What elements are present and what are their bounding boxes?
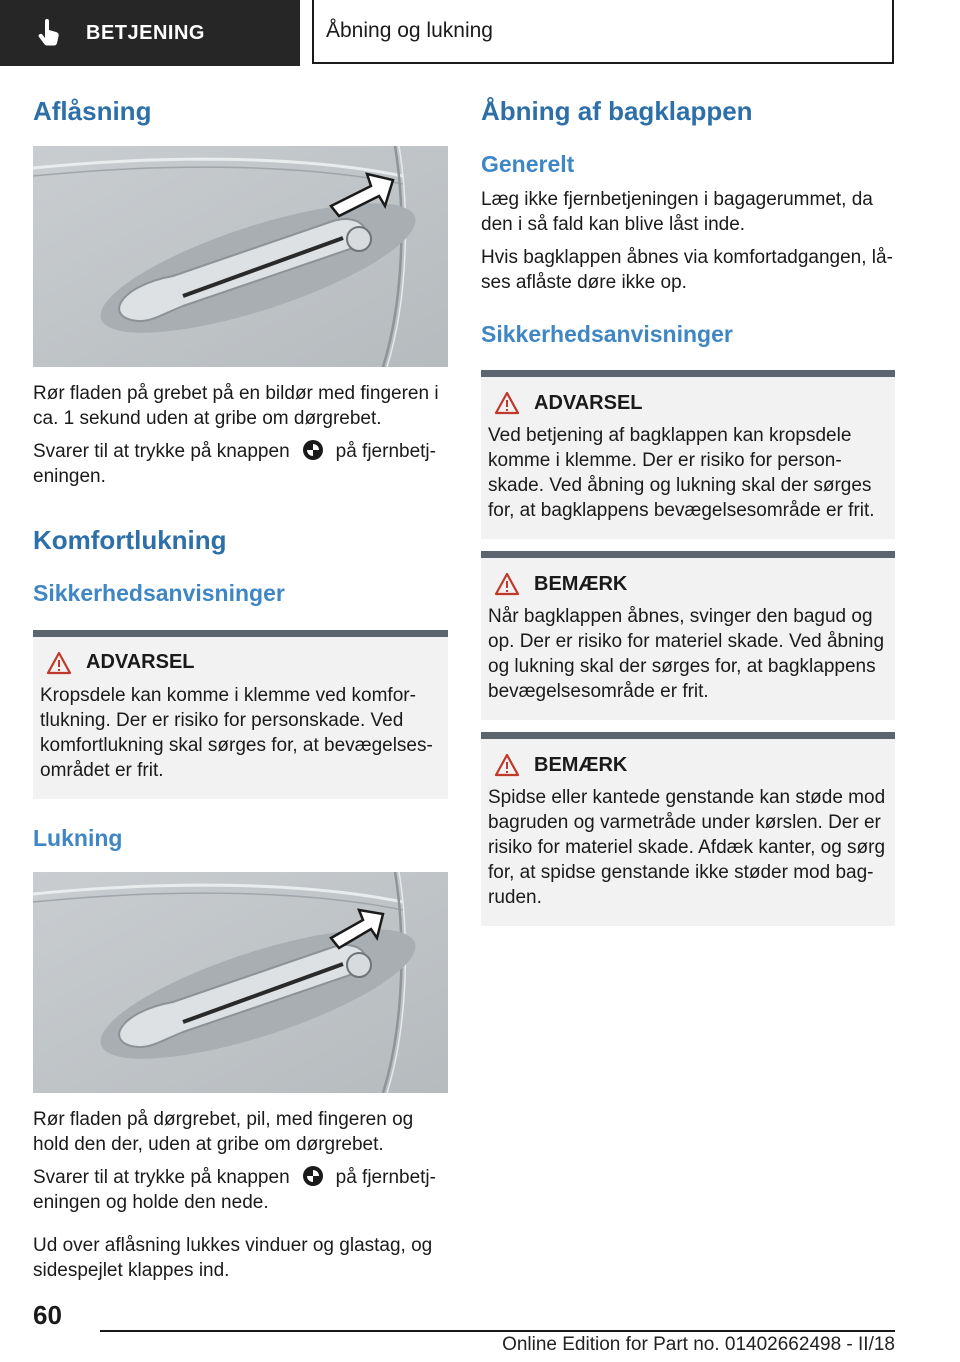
paragraph-aflasning-1: Rør fladen på grebet på en bildør med fingeren i ca. 1 sekund uden at gribe om dørgrebet. — [33, 383, 439, 430]
footer-edition-text: Online Edition for Part no. 01402662498 - II/18 — [502, 1334, 895, 1355]
notice-text: Ved betjening af bagklappen kan kropsdele komme i klemme. Der er risiko for person‐skade. Ved åbning og lukning skal der sørges for, at bagklappens bevægelsesområde er frit. — [488, 425, 875, 522]
heading-aflasning: Aflåsning — [33, 96, 152, 126]
caution-notice-sharp-objects — [481, 732, 895, 926]
page-number: 60 — [33, 1300, 62, 1330]
page-title: Åbning og lukning — [312, 0, 894, 64]
notice-text: Når bagklappen åbnes, svinger den bagud og op. Der er risiko for materiel skade. Ved åbning og lukning skal der sørges for, at bagklappens bevægelsesområde er frit. — [488, 606, 885, 703]
subheading-sikkerhed-right: Sikkerhedsanvisninger — [481, 320, 733, 347]
subheading-sikkerhed-left: Sikkerhedsanvisninger — [33, 580, 285, 607]
door-handle-figure-lock — [33, 872, 448, 1093]
notice-title: BEMÆRK — [534, 753, 628, 776]
footer-divider — [100, 1330, 895, 1332]
warning-triangle-icon — [494, 753, 520, 777]
warning-text: Kropsdele kan komme i klemme ved komfor‐tlukning. Der er risiko for personskade. Ved komfortlukning skal sørges for, at bevægelses‐området er frit. — [40, 684, 433, 781]
paragraph-lukning-3: Ud over aflåsning lukkes vinduer og glastag, og sidespejlet klappes ind. — [33, 1234, 433, 1281]
warning-notice-komfort — [33, 630, 448, 799]
right-column — [481, 96, 895, 926]
heading-bagklappen: Åbning af bagklappen — [481, 96, 753, 126]
warning-triangle-icon — [494, 391, 520, 415]
text-fragment: på fjernbetj‐eningen og holde den nede. — [33, 1166, 436, 1213]
text-fragment: på fjernbetj‐eningen. — [33, 441, 436, 488]
paragraph-lukning-1: Rør fladen på dørgrebet, pil, med fingeren og hold den der, uden at gribe om dørgrebet. — [33, 1108, 414, 1155]
text-fragment: Svarer til at trykke på knappen — [33, 441, 290, 463]
section-tab[interactable] — [0, 0, 300, 66]
text-fragment: Svarer til at trykke på knappen — [33, 1166, 290, 1188]
bmw-logo-icon — [302, 439, 324, 461]
warning-notice-bagklap — [481, 370, 895, 539]
door-handle-illustration — [33, 146, 448, 367]
notice-title: BEMÆRK — [534, 572, 628, 595]
door-handle-figure-unlock — [33, 146, 448, 367]
warning-title: ADVARSEL — [86, 651, 195, 674]
left-column — [33, 96, 448, 1283]
section-tab-label: BETJENING — [86, 21, 205, 44]
door-handle-illustration — [33, 872, 448, 1093]
heading-komfortlukning: Komfortlukning — [33, 525, 227, 556]
warning-triangle-icon — [46, 651, 72, 675]
paragraph-aflasning-2 — [33, 439, 448, 489]
paragraph-generelt-2: Hvis bagklappen åbnes via komfortadgangen, lå‐ses aflåste døre ikke op. — [481, 246, 893, 293]
subheading-lukning: Lukning — [33, 824, 123, 851]
warning-triangle-icon — [494, 572, 520, 596]
caution-notice-swing — [481, 551, 895, 720]
bmw-logo-icon — [302, 1165, 324, 1187]
paragraph-generelt-1: Læg ikke fjernbetjeningen i bagagerummet, da den i så fald kan blive låst inde. — [481, 188, 873, 235]
notice-text: Spidse eller kantede genstande kan støde mod bagruden og varmetråde under kørslen. Der er risiko for materiel skade. Afdæk kanter, og sørg for, at spidse genstande ikke støder mod bag‐ruden. — [488, 787, 886, 909]
paragraph-lukning-2 — [33, 1165, 448, 1215]
subheading-generelt: Generelt — [481, 151, 575, 178]
notice-title: ADVARSEL — [534, 391, 643, 414]
hand-pointer-icon — [34, 18, 64, 48]
